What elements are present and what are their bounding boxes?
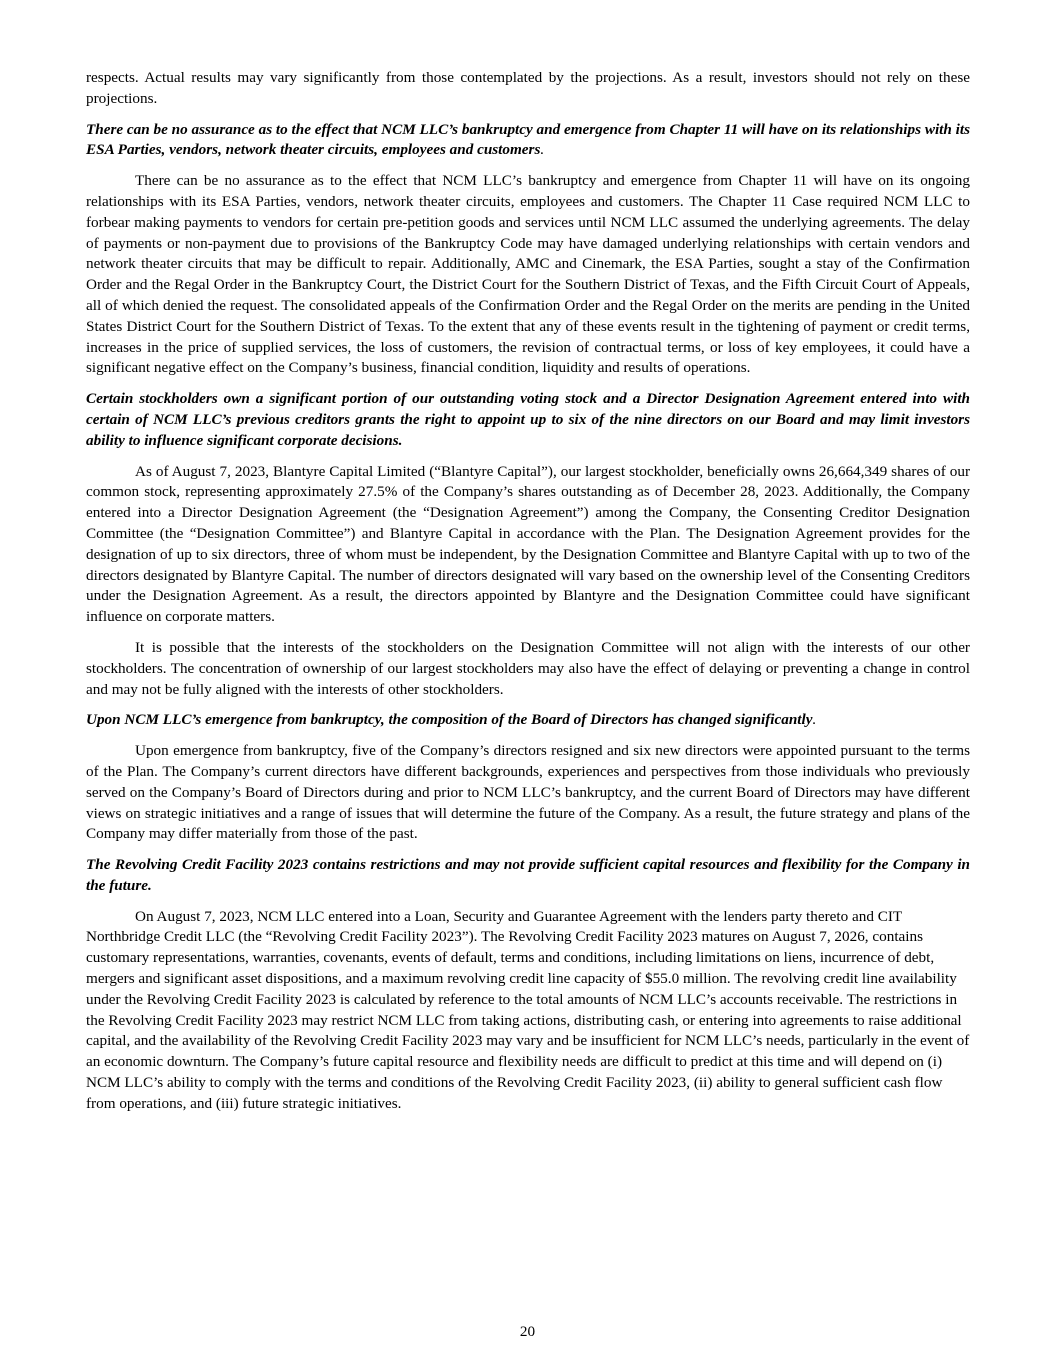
heading-period: .	[540, 141, 545, 159]
heading-text: There can be no assurance as to the effect that NCM LLC’s bankruptcy and emergence from Chapter 11 will have on its relationships with its ESA Parties, vendors, network theater circuits, employees and customers	[86, 120, 970, 159]
paragraph-board-composition: Upon emergence from bankruptcy, five of the Company’s directors resigned and six new directors were appointed pursuant to the terms of the Plan. The Company’s current directors have different backgrounds, experiences and perspectives from those individuals who previously served on the Company’s Board of Directors during and prior to NCM LLC’s bankruptcy, and the current Board of Directors may have different views on strategic initiatives and a range of issues that will determine the future of the Company. As a result, the future strategy and plans of the Company may differ materially from those of the past.	[86, 742, 970, 843]
heading-text: Upon NCM LLC’s emergence from bankruptcy, the composition of the Board of Directors has changed significantly	[86, 711, 813, 729]
heading-period: .	[812, 711, 817, 729]
risk-heading-board-composition	[86, 710, 970, 731]
paragraph-blantyre-capital: As of August 7, 2023, Blantyre Capital Limited (“Blantyre Capital”), our largest stockholder, beneficially owns 26,664,349 shares of our common stock, representing approximately 27.5% of the Company’s shares outstanding as of December 28, 2023. Additionally, the Company entered into a Director Designation Agreement (the “Designation Agreement”) among the Company, the Consenting Creditor Designation Committee (the “Designation Committee”) and Blantyre Capital in accordance with the Plan. The Designation Agreement provides for the designation of up to six directors, three of whom must be independent, by the Designation Committee and Blantyre Capital with up to two of the directors designated by Blantyre Capital. The number of directors designated will vary based on the ownership level of the Consenting Creditors under the Designation Agreement. As a result, the directors appointed by Blantyre and the Designation Committee could have significant influence on corporate matters.	[86, 462, 970, 626]
paragraph-bankruptcy-relationships: There can be no assurance as to the effect that NCM LLC’s bankruptcy and emergence from Chapter 11 will have on its ongoing relationships with its ESA Parties, vendors, network theater circuits, employees and customers. The Chapter 11 Case required NCM LLC to forbear making payments to vendors for certain pre-petition goods and services until NCM LLC assumed the underlying agreements. The delay of payments or non-payment due to provisions of the Bankruptcy Code may have damaged underlying relationships with certain vendors and network theater circuits that may be difficult to repair. Additionally, AMC and Cinemark, the ESA Parties, sought a stay of the Confirmation Order and the Regal Order in the Bankruptcy Court, the District Court for the Southern District of Texas, and the Fifth Circuit Court of Appeals, all of which denied the request. The consolidated appeals of the Confirmation Order and the Regal Order on the merits are pending in the United States District Court for the Southern District of Texas. To the extent that any of these events result in the tightening of payment or credit terms, increases in the price of supplied services, the loss of customers, the revision of contractual terms, or loss of key employees, it could have a significant negative effect on the Company’s business, financial condition, liquidity and results of operations.	[86, 172, 970, 377]
risk-heading-bankruptcy-relationships	[86, 120, 970, 162]
paragraph-revolving-credit: On August 7, 2023, NCM LLC entered into a Loan, Security and Guarantee Agreement with the lenders party thereto and CIT Northbridge Credit LLC (the “Revolving Credit Facility 2023”). The Revolving Credit Facility 2023 matures on August 7, 2026, contains customary representations, warranties, covenants, events of default, terms and conditions, including limitations on liens, incurrence of debt, mergers and significant asset dispositions, and a maximum revolving credit line capacity of $55.0 million. The revolving credit line availability under the Revolving Credit Facility 2023 is calculated by reference to the total amounts of NCM LLC’s accounts receivable. The restrictions in the Revolving Credit Facility 2023 may restrict NCM LLC from taking actions, distributing cash, or entering into agreements to raise additional capital, and the availability of the Revolving Credit Facility 2023 may vary and be insufficient for NCM LLC’s needs, particularly in the event of an economic downturn. The Company’s future capital resource and flexibility needs are difficult to predict at this time and will depend on (i) NCM LLC’s ability to comply with the terms and conditions of the Revolving Credit Facility 2023, (ii) ability to general sufficient cash flow from operations, and (iii) future strategic initiatives.	[86, 907, 970, 1112]
document-page	[86, 68, 970, 1125]
risk-heading-revolving-credit: The Revolving Credit Facility 2023 contains restrictions and may not provide sufficient capital resources and flexibility for the Company in the future.	[86, 856, 970, 894]
paragraph-designation-committee: It is possible that the interests of the stockholders on the Designation Committee will not align with the interests of our other stockholders. The concentration of ownership of our largest stockholders may also have the effect of delaying or preventing a change in control and may not be fully aligned with the interests of other stockholders.	[86, 638, 970, 698]
risk-heading-stockholders: Certain stockholders own a significant portion of our outstanding voting stock and a Director Designation Agreement entered into with certain of NCM LLC’s previous creditors grants the right to appoint up to six of the nine directors on our Board and may limit investors ability to influence significant corporate decisions.	[86, 390, 970, 449]
paragraph-projections-continued: respects. Actual results may vary significantly from those contemplated by the projections. As a result, investors should not rely on these projections.	[86, 69, 970, 107]
page-number: 20	[519, 1323, 536, 1340]
